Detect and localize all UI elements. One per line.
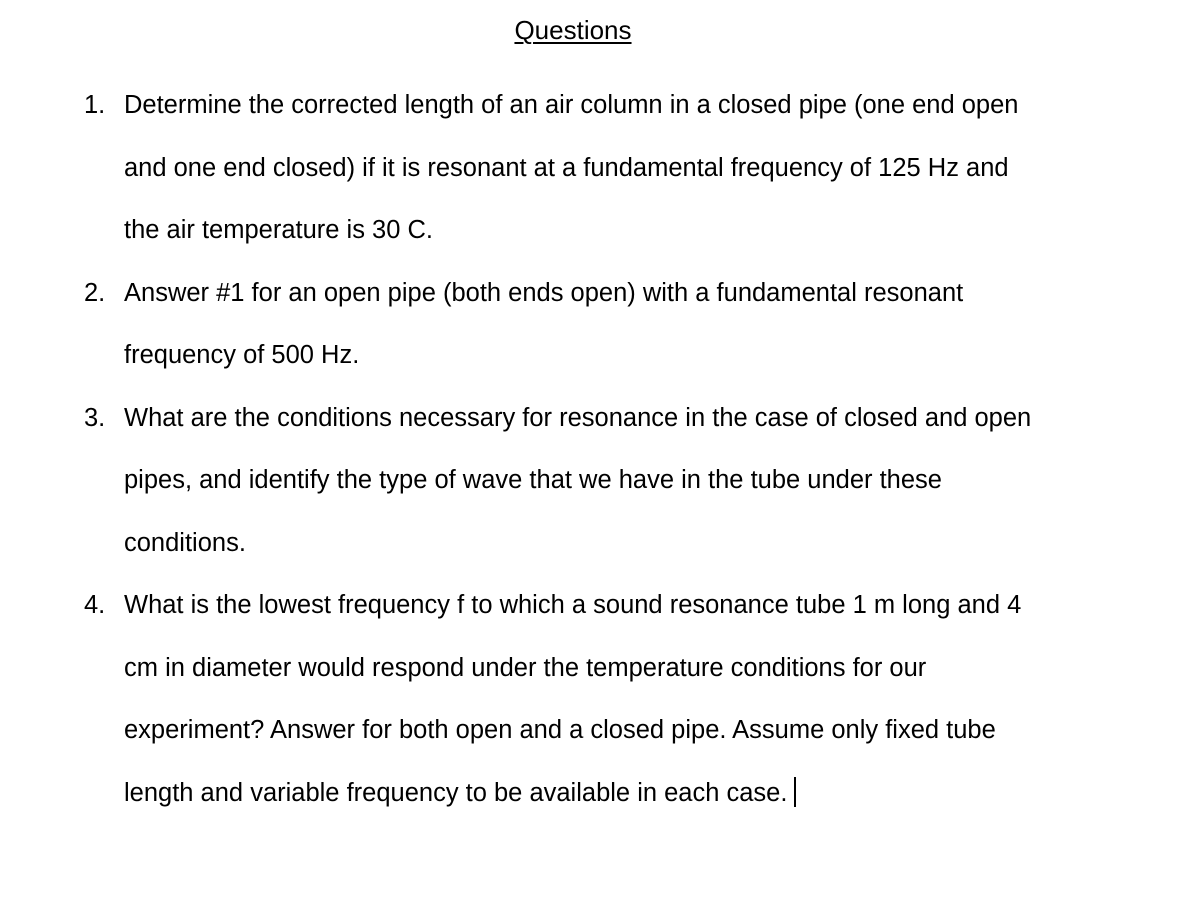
question-text-line: the air temperature is 30 C.: [124, 216, 433, 244]
question-text-line: experiment? Answer for both open and a closed pipe. Assume only fixed tube: [124, 716, 996, 744]
document-title: Questions: [514, 15, 632, 45]
question-number: 3.: [84, 403, 106, 432]
question-item: [84, 74, 1124, 262]
question-text-line: Determine the corrected length of an air column in a closed pipe (one end open: [124, 91, 1019, 119]
question-item: [84, 387, 1124, 575]
question-text-line-last: [124, 762, 1124, 825]
question-text-line: Answer #1 for an open pipe (both ends open) with a fundamental resonant: [124, 278, 964, 307]
question-list: [84, 74, 1124, 824]
question-text-line: and one end closed) if it is resonant at a fundamental frequency of 125 Hz and: [124, 153, 1009, 182]
question-text-line: length and variable frequency to be available in each case.: [124, 778, 788, 807]
question-text-line: frequency of 500 Hz.: [124, 341, 360, 369]
question-text-line: What is the lowest frequency f to which a sound resonance tube 1 m long and 4: [124, 591, 1022, 619]
question-number: 2.: [84, 278, 106, 307]
question-text-line: cm in diameter would respond under the temperature conditions for our: [124, 653, 927, 682]
question-item: [84, 574, 1124, 824]
question-number: 1.: [84, 91, 106, 119]
question-item: [84, 262, 1124, 387]
question-number: 4.: [84, 591, 106, 619]
text-cursor[interactable]: [794, 777, 796, 807]
question-text-line: pipes, and identify the type of wave that we have in the tube under these: [124, 466, 942, 494]
question-text-line: What are the conditions necessary for resonance in the case of closed and open: [124, 403, 1032, 432]
question-text-line: conditions.: [124, 528, 246, 557]
